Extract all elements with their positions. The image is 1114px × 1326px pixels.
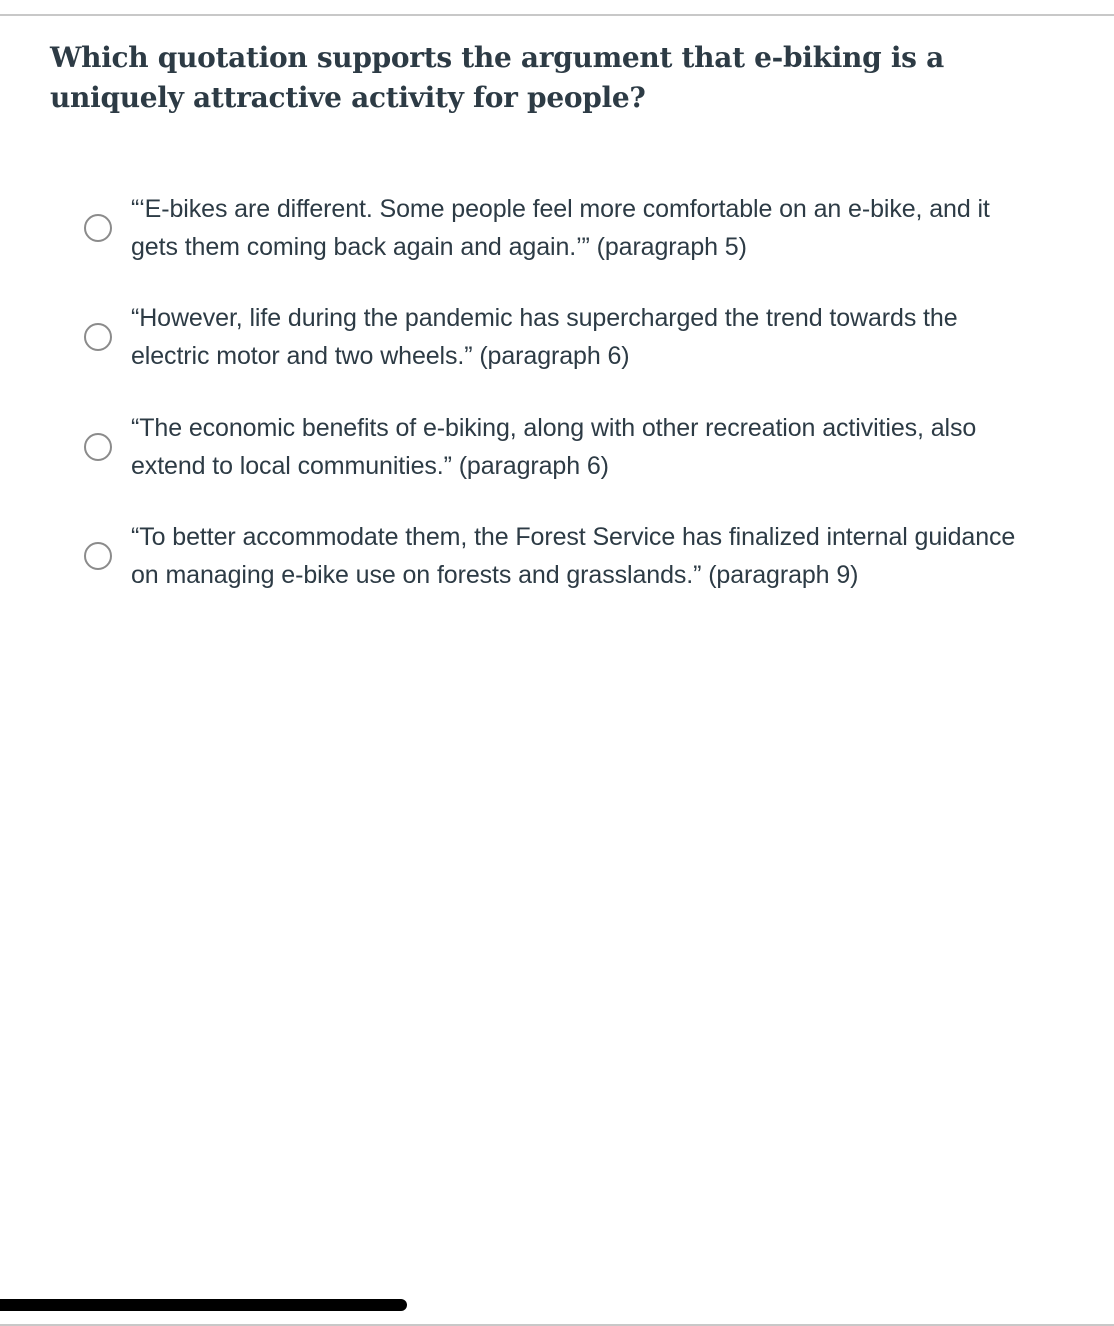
answer-option-2[interactable] [84, 299, 1084, 375]
answer-option-4[interactable] [84, 518, 1084, 594]
top-divider [0, 14, 1114, 16]
radio-button[interactable] [84, 323, 112, 351]
answer-option-label: “To better accommodate them, the Forest Service has finalized internal guidance on managing e-bike use on forests and grasslands.” (paragraph 9) [131, 523, 1016, 589]
radio-button[interactable] [84, 542, 112, 570]
question-text: Which quotation supports the argument that e-biking is a uniquely attractive activity for people? [50, 41, 944, 114]
answer-option-label: “‘E-bikes are different. Some people feel more comfortable on an e-bike, and it gets them coming back again and again.’” (paragraph 5) [131, 195, 990, 261]
answer-option-1[interactable] [84, 190, 1084, 266]
answer-option-label: “However, life during the pandemic has supercharged the trend towards the electric motor and two wheels.” (paragraph 6) [131, 304, 958, 370]
answer-option-3[interactable] [84, 409, 1084, 485]
progress-bar [0, 1299, 407, 1311]
radio-button[interactable] [84, 214, 112, 242]
answer-option-label: “The economic benefits of e-biking, along with other recreation activities, also extend to local communities.” (paragraph 6) [131, 414, 977, 480]
radio-button[interactable] [84, 433, 112, 461]
